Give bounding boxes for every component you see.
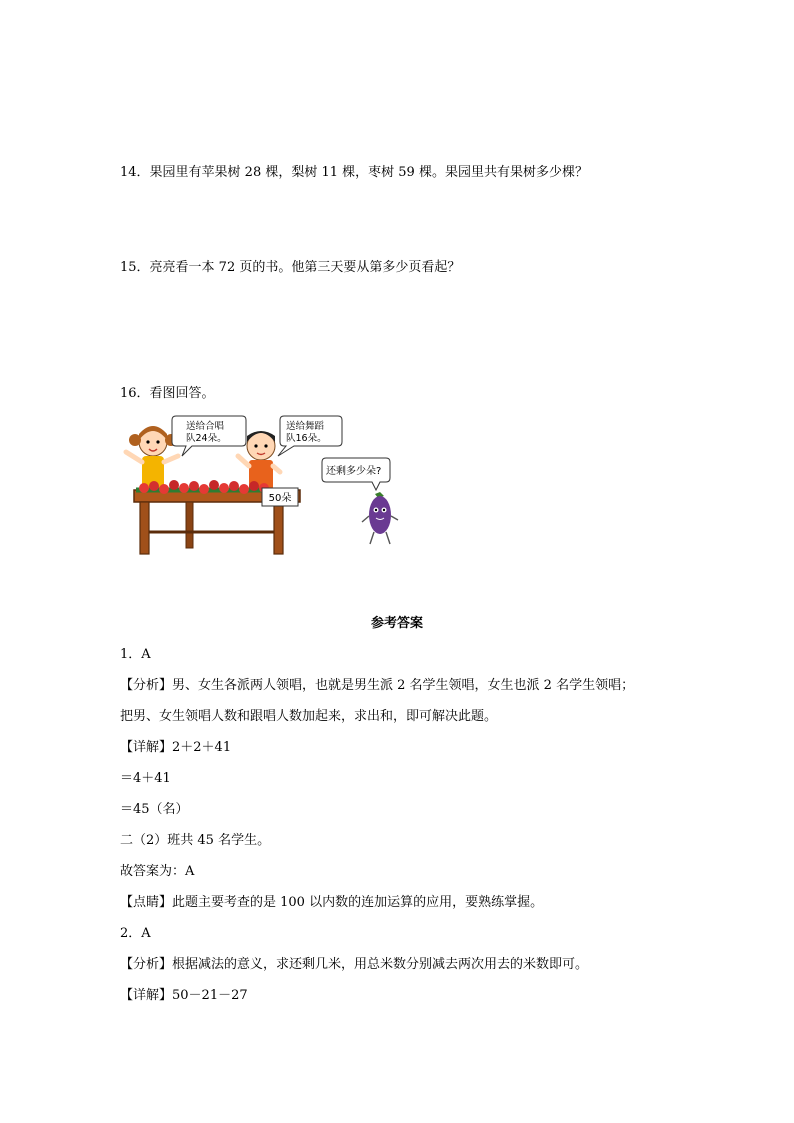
answer-line: 2．A [120,926,151,941]
table-sign-text: 50朵 [268,493,292,504]
eggplant-bubble-text: 还剩多少朵? [326,466,382,477]
answer-line: ＝45（名） [120,802,189,817]
answer-line: 把男、女生领唱人数和跟唱人数加起来，求出和，即可解决此题。 [120,709,498,724]
girl-speech-bubble [172,416,246,456]
boy-bubble-line-2: 队16朵。 [286,433,327,444]
boy-bubble-line-1: 送给舞蹈 [286,421,325,432]
answer-line: 【详解】2＋2＋41 [120,740,232,755]
girl-bubble-line-2: 队24朵。 [186,433,227,444]
answer-line: ＝4＋41 [120,771,171,786]
answer-line: 【详解】50－21－27 [120,988,248,1003]
answer-line: 故答案为：A [120,864,195,879]
answer-line: 1．A [120,647,151,662]
answer-line: 【分析】男、女生各派两人领唱，也就是男生派 2 名学生领唱，女生也派 2 名学生领唱； [120,678,635,693]
answers-title: 参考答案 [370,616,423,631]
question-16: 16．看图回答。 [120,386,215,401]
eggplant-character [362,492,398,544]
girl-figure [126,426,178,490]
answer-line: 二（2）班共 45 名学生。 [120,833,271,848]
flowers-illustration [118,412,418,562]
question-14: 14．果园里有苹果树 28 棵，梨树 11 棵，枣树 59 棵。果园里共有果树多少棵？ [120,165,588,180]
answer-line: 【点睛】此题主要考查的是 100 以内数的连加运算的应用，要熟练掌握。 [120,895,544,910]
girl-bubble-line-1: 送给合唱 [186,421,225,432]
question-15: 15．亮亮看一本 72 页的书。他第三天要从第多少页看起？ [120,260,461,275]
answer-line: 【分析】根据减法的意义，求还剩几米，用总米数分别减去两次用去的米数即可。 [120,957,589,972]
eggplant-speech-bubble [322,458,390,490]
table-sign [262,488,298,506]
boy-speech-bubble [278,416,342,456]
